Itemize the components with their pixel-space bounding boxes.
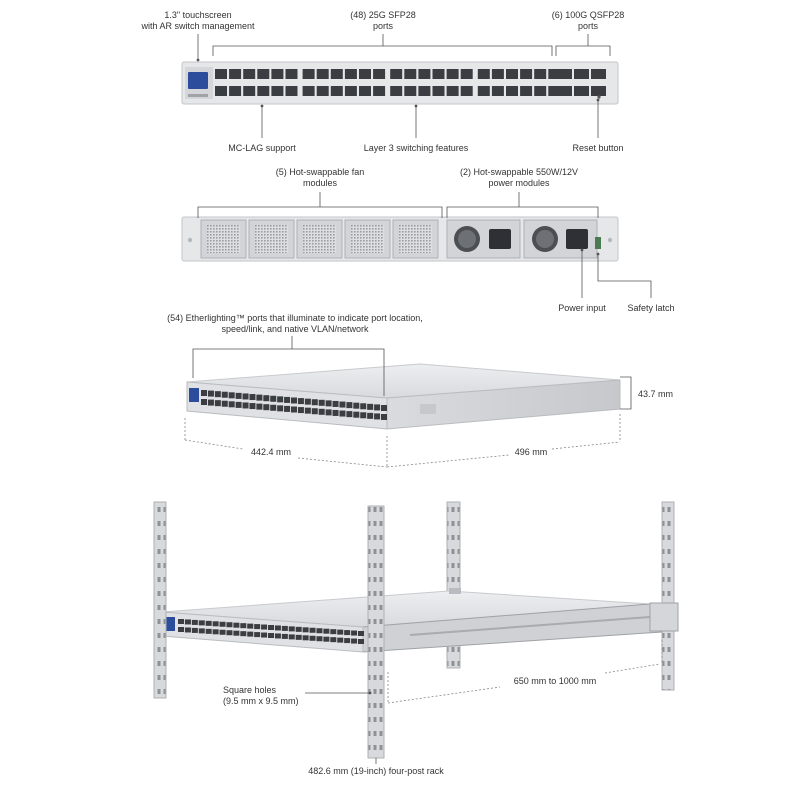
fan-grill bbox=[399, 225, 432, 253]
rack-label: 482.6 mm (19-inch) four-post rack bbox=[308, 766, 444, 776]
sfp28-port bbox=[404, 69, 416, 79]
etherlighting-port bbox=[229, 401, 235, 407]
fan-module-array bbox=[201, 220, 438, 258]
etherlighting-callout bbox=[150, 313, 440, 335]
sfp28-port bbox=[331, 69, 343, 79]
etherlighting-port bbox=[346, 411, 352, 417]
rear-view bbox=[182, 217, 618, 261]
sfp28-port bbox=[345, 86, 357, 96]
front-view bbox=[182, 62, 618, 104]
rack-switch-port bbox=[261, 625, 267, 630]
sfp28-port bbox=[492, 86, 504, 96]
sfp28-port bbox=[520, 69, 532, 79]
sfp28-port bbox=[257, 86, 269, 96]
rack-switch-port bbox=[351, 639, 357, 644]
sfp28-port bbox=[433, 69, 445, 79]
etherlighting-port bbox=[208, 391, 214, 397]
etherlighting-port bbox=[298, 407, 304, 413]
rack-switch-port bbox=[275, 633, 281, 638]
rack-switch-port bbox=[226, 630, 232, 635]
etherlighting-port bbox=[208, 400, 214, 406]
rack-switch-port bbox=[296, 627, 302, 632]
etherlighting-port bbox=[353, 403, 359, 409]
psu-callout bbox=[444, 167, 594, 189]
perspective-view bbox=[187, 364, 620, 429]
rack-switch-port bbox=[254, 632, 260, 637]
rack-switch-port bbox=[247, 632, 253, 637]
etherlighting-port bbox=[381, 414, 387, 420]
qsfp28-label-line2: ports bbox=[577, 21, 598, 31]
sfp28-port bbox=[229, 86, 241, 96]
sfp28-port bbox=[271, 69, 283, 79]
rack-switch-port bbox=[337, 638, 343, 643]
sfp28-port bbox=[461, 86, 473, 96]
sfp28-port bbox=[317, 69, 329, 79]
rack-switch-port bbox=[316, 636, 322, 641]
fan-grill bbox=[351, 225, 384, 253]
sfp28-port bbox=[331, 86, 343, 96]
etherlighting-port bbox=[319, 409, 325, 415]
rack-switch-port bbox=[178, 619, 184, 624]
etherlighting-port bbox=[305, 399, 311, 405]
power-input-label: Power input bbox=[558, 303, 606, 313]
rack-switch-port bbox=[351, 631, 357, 636]
width-dimension-label: 442.4 mm bbox=[250, 447, 292, 457]
rack-switch-port bbox=[323, 629, 329, 634]
sfp28-port bbox=[303, 69, 315, 79]
sfp28-port bbox=[303, 86, 315, 96]
rack-switch-port bbox=[206, 621, 212, 626]
rack-switch-port bbox=[303, 635, 309, 640]
etherlighting-port bbox=[367, 413, 373, 419]
sfp28-port bbox=[317, 86, 329, 96]
qsfp28-port bbox=[591, 69, 606, 79]
etherlighting-port bbox=[263, 395, 269, 401]
qsfp28-port bbox=[574, 86, 589, 96]
etherlighting-port bbox=[277, 396, 283, 402]
fan-callout bbox=[250, 167, 390, 189]
sfp28-port bbox=[433, 86, 445, 96]
sfp28-port bbox=[520, 86, 532, 96]
square-holes-label-line1: Square holes bbox=[223, 685, 277, 695]
rack-switch-port bbox=[192, 620, 198, 625]
fan-label-line2: modules bbox=[302, 178, 338, 188]
etherlighting-port bbox=[291, 407, 297, 413]
etherlighting-port bbox=[333, 401, 339, 407]
sfp28-port bbox=[478, 86, 490, 96]
sfp28-port bbox=[243, 69, 255, 79]
fan-grill bbox=[255, 225, 288, 253]
qsfp28-port bbox=[557, 69, 572, 79]
rack-switch-port bbox=[220, 622, 226, 627]
rack-switch-port bbox=[344, 630, 350, 635]
touchscreen-display bbox=[188, 72, 208, 89]
sfp28-port bbox=[506, 69, 518, 79]
etherlighting-port bbox=[319, 400, 325, 406]
rack-switch-port bbox=[316, 628, 322, 633]
fan-label-line1: (5) Hot-swappable fan bbox=[275, 167, 365, 177]
etherlighting-port bbox=[270, 396, 276, 402]
sfp28-port bbox=[271, 86, 283, 96]
rack-switch-port bbox=[185, 627, 191, 632]
rack-post-front-right bbox=[368, 506, 384, 758]
psu-label-line1: (2) Hot-swappable 550W/12V bbox=[459, 167, 579, 177]
sfp28-port bbox=[478, 69, 490, 79]
sfp28-port bbox=[359, 86, 371, 96]
etherlighting-port bbox=[229, 392, 235, 398]
etherlighting-port bbox=[243, 393, 249, 399]
sfp28-port bbox=[447, 86, 459, 96]
rack-switch-port bbox=[254, 624, 260, 629]
fan-grill bbox=[303, 225, 336, 253]
rack-switch-port bbox=[303, 627, 309, 632]
etherlighting-port bbox=[284, 397, 290, 403]
etherlighting-port bbox=[360, 403, 366, 409]
etherlighting-port bbox=[215, 400, 221, 406]
etherlighting-port bbox=[291, 398, 297, 404]
etherlighting-port bbox=[236, 402, 242, 408]
rack-switch-port bbox=[268, 633, 274, 638]
rack-switch-port bbox=[323, 637, 329, 642]
sfp28-port bbox=[447, 69, 459, 79]
rack-switch-port bbox=[275, 625, 281, 630]
etherlighting-port bbox=[249, 403, 255, 409]
square-holes-label-line2: (9.5 mm x 9.5 mm) bbox=[223, 696, 299, 706]
sfp28-port bbox=[215, 69, 227, 79]
rack-switch-port bbox=[213, 629, 219, 634]
rack-switch-port bbox=[240, 631, 246, 636]
etherlighting-port bbox=[339, 402, 345, 408]
etherlighting-port bbox=[243, 402, 249, 408]
rack-switch-port bbox=[178, 627, 184, 632]
touchscreen-label-line2: with AR switch management bbox=[141, 21, 255, 31]
rack-post-rear-right bbox=[662, 502, 674, 690]
etherlighting-port bbox=[263, 404, 269, 410]
sfp28-port bbox=[286, 69, 298, 79]
sfp28-port bbox=[534, 86, 546, 96]
sfp28-port bbox=[373, 86, 385, 96]
sfp28-port bbox=[404, 86, 416, 96]
safety-latch-label: Safety latch bbox=[627, 303, 675, 313]
rack-switch-port bbox=[199, 620, 205, 625]
safety-latch bbox=[595, 237, 601, 249]
touchscreen-label-line1: 1.3" touchscreen bbox=[164, 10, 232, 20]
psu-module-2 bbox=[524, 220, 597, 258]
sfp28-port bbox=[390, 86, 402, 96]
reset-label: Reset button bbox=[572, 143, 624, 153]
psu-module-1 bbox=[447, 220, 520, 258]
front-chassis bbox=[182, 62, 618, 104]
etherlighting-port bbox=[312, 408, 318, 414]
qsfp28-port bbox=[557, 86, 572, 96]
sfp28-label-line2: ports bbox=[372, 21, 393, 31]
rack-switch-port bbox=[261, 633, 267, 638]
height-dimension-label: 43.7 mm bbox=[638, 389, 674, 399]
rack-switch-port bbox=[220, 630, 226, 635]
sfp28-port bbox=[359, 69, 371, 79]
reset-button bbox=[597, 95, 600, 98]
rack-switch-port bbox=[213, 621, 219, 626]
etherlighting-port bbox=[249, 394, 255, 400]
rack-switch-port bbox=[233, 623, 239, 628]
square-holes-callout bbox=[223, 685, 313, 707]
sfp28-port bbox=[390, 69, 402, 79]
etherlighting-port bbox=[339, 411, 345, 417]
rack-switch-port bbox=[337, 630, 343, 635]
etherlighting-port bbox=[374, 413, 380, 419]
sfp28-port bbox=[534, 69, 546, 79]
rack-view bbox=[154, 502, 678, 758]
etherlighting-port bbox=[333, 410, 339, 416]
power-input-socket bbox=[489, 229, 511, 249]
psu-label-line2: power modules bbox=[488, 178, 550, 188]
etherlighting-label-line1: (54) Etherlighting™ ports that illuminate to indicate port location, bbox=[167, 313, 423, 323]
etherlighting-port bbox=[305, 408, 311, 414]
etherlighting-port bbox=[326, 409, 332, 415]
sfp28-port bbox=[492, 69, 504, 79]
etherlighting-port bbox=[367, 404, 373, 410]
qsfp28-label-line1: (6) 100G QSFP28 bbox=[551, 10, 625, 20]
rack-switch-port bbox=[296, 635, 302, 640]
sfp28-port bbox=[286, 86, 298, 96]
rack-switch-port bbox=[185, 619, 191, 624]
sfp28-port bbox=[418, 69, 430, 79]
rack-callout-lines bbox=[305, 693, 376, 764]
sfp28-port bbox=[506, 86, 518, 96]
rack-switch-port bbox=[240, 623, 246, 628]
rack-switch-port bbox=[226, 622, 232, 627]
etherlighting-port bbox=[312, 399, 318, 405]
rack-switch-port bbox=[233, 631, 239, 636]
rack-switch-port bbox=[268, 625, 274, 630]
rack-switch-port bbox=[192, 628, 198, 633]
etherlighting-port bbox=[215, 391, 221, 397]
sfp28-port bbox=[243, 86, 255, 96]
touchscreen-callout bbox=[130, 10, 266, 32]
rack-switch-port bbox=[282, 626, 288, 631]
sfp28-port bbox=[215, 86, 227, 96]
etherlighting-port bbox=[284, 406, 290, 412]
etherlighting-port bbox=[201, 399, 207, 405]
rack-switch-port bbox=[289, 626, 295, 631]
etherlighting-port bbox=[381, 405, 387, 411]
etherlighting-port bbox=[222, 401, 228, 407]
etherlighting-port bbox=[374, 404, 380, 410]
rack-switch-port bbox=[330, 637, 336, 642]
sfp28-port bbox=[418, 86, 430, 96]
depth-dimension-label: 496 mm bbox=[514, 447, 548, 457]
rack-switch-port bbox=[358, 639, 364, 644]
sfp28-port bbox=[345, 69, 357, 79]
layer3-label: Layer 3 switching features bbox=[363, 143, 469, 153]
sfp28-label-line1: (48) 25G SFP28 bbox=[350, 10, 416, 20]
etherlighting-port bbox=[360, 412, 366, 418]
sfp28-port bbox=[257, 69, 269, 79]
etherlighting-port bbox=[270, 405, 276, 411]
etherlighting-port bbox=[298, 398, 304, 404]
rack-switch-port bbox=[358, 631, 364, 636]
rack-switch-port bbox=[344, 638, 350, 643]
etherlighting-label-line2: speed/link, and native VLAN/network bbox=[221, 324, 369, 334]
qsfp28-port bbox=[591, 86, 606, 96]
qsfp28-callout bbox=[533, 10, 643, 32]
etherlighting-port bbox=[353, 412, 359, 418]
sfp28-callout bbox=[323, 10, 443, 32]
etherlighting-port bbox=[326, 400, 332, 406]
etherlighting-port bbox=[277, 405, 283, 411]
sfp28-port bbox=[373, 69, 385, 79]
sfp28-port bbox=[229, 69, 241, 79]
rail-range-label: 650 mm to 1000 mm bbox=[513, 676, 597, 686]
rack-switch-port bbox=[199, 628, 205, 633]
rack-switch-port bbox=[310, 636, 316, 641]
mclag-label: MC-LAG support bbox=[228, 143, 296, 153]
etherlighting-port bbox=[236, 393, 242, 399]
fan-grill bbox=[207, 225, 240, 253]
rack-switch-port bbox=[282, 634, 288, 639]
rack-switch-port bbox=[206, 629, 212, 634]
rack-switch-port bbox=[289, 634, 295, 639]
rack-switch-port bbox=[247, 624, 253, 629]
etherlighting-port bbox=[256, 404, 262, 410]
etherlighting-port bbox=[256, 395, 262, 401]
etherlighting-port bbox=[222, 392, 228, 398]
qsfp28-port bbox=[574, 69, 589, 79]
rack-switch-port bbox=[310, 628, 316, 633]
sfp28-port bbox=[461, 69, 473, 79]
rack-post-front-left bbox=[154, 502, 166, 698]
brand-label bbox=[188, 94, 208, 97]
etherlighting-port bbox=[346, 402, 352, 408]
rack-switch-port bbox=[330, 629, 336, 634]
etherlighting-port bbox=[201, 390, 207, 396]
